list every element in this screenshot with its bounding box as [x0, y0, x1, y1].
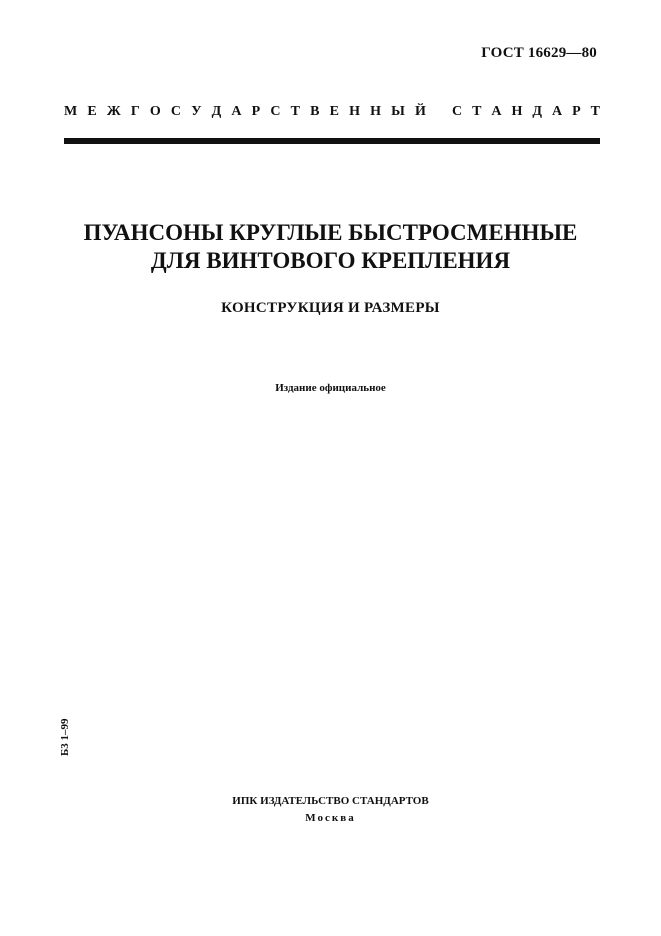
category-letter: М [64, 104, 78, 119]
category-letter: А [491, 104, 502, 119]
publisher-city: Москва [305, 812, 356, 824]
category-letter: Д [211, 104, 222, 119]
category-word-standard [452, 104, 600, 120]
category-letter: Е [329, 104, 339, 119]
category-letter: В [310, 104, 320, 119]
category-letter: Т [472, 104, 482, 119]
document-title [0, 219, 661, 275]
publisher-name: ИПК ИЗДАТЕЛЬСТВО СТАНДАРТОВ [232, 795, 429, 807]
category-letter: Н [370, 104, 381, 119]
category-letter: Ы [391, 104, 405, 119]
side-code: Б3 1–99 [59, 718, 71, 756]
category-letter: О [149, 104, 161, 119]
category-letter: А [231, 104, 242, 119]
category-letter: Е [87, 104, 97, 119]
category-letter: С [452, 104, 463, 119]
category-letter: Н [349, 104, 360, 119]
title-line-2: ДЛЯ ВИНТОВОГО КРЕПЛЕНИЯ [150, 248, 511, 273]
document-number: ГОСТ 16629—80 [481, 45, 597, 61]
category-letter: С [270, 104, 281, 119]
header-rule [64, 138, 600, 144]
category-word-interstate [64, 104, 426, 120]
title-line-1: ПУАНСОНЫ КРУГЛЫЕ БЫСТРОСМЕННЫЕ [83, 220, 578, 245]
category-letter: А [551, 104, 563, 119]
category-letter: С [170, 104, 182, 119]
category-letter: Р [251, 104, 261, 119]
document-subtitle: КОНСТРУКЦИЯ И РАЗМЕРЫ [221, 300, 440, 316]
category-letter: Т [290, 104, 300, 119]
standard-category [64, 104, 600, 120]
category-letter: Д [532, 104, 542, 119]
category-letter: Г [130, 104, 140, 119]
category-letter: Ж [106, 104, 121, 119]
category-letter: Н [511, 104, 523, 119]
category-letter: Р [572, 104, 581, 119]
category-letter: Т [590, 104, 600, 119]
edition-note: Издание официальное [275, 382, 386, 394]
category-letter: У [191, 104, 202, 119]
category-letter: Й [415, 104, 426, 119]
